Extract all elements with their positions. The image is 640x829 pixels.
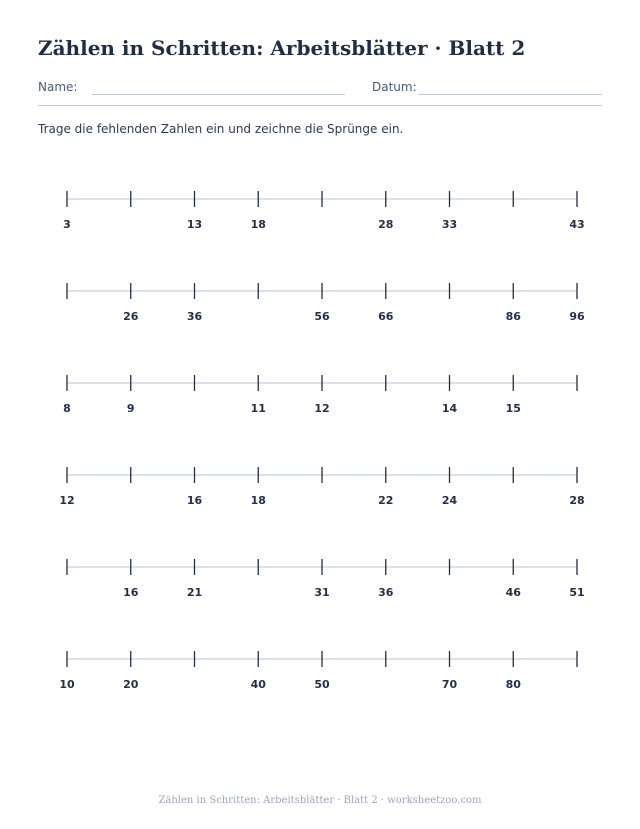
number-line-1: [63, 191, 584, 231]
tick-label: 12: [314, 402, 330, 415]
name-label: Name:: [38, 80, 78, 94]
tick-label: 86: [505, 310, 521, 323]
tick-label: 9: [126, 402, 135, 415]
tick-label: 28: [378, 218, 394, 231]
tick-label: 36: [378, 586, 394, 599]
tick-label: 33: [441, 218, 458, 231]
tick-label: 3: [63, 218, 71, 231]
tick-label: 13: [186, 218, 203, 231]
tick-label: 16: [123, 586, 139, 599]
number-line-6: [59, 651, 577, 691]
tick-label: 80: [505, 678, 521, 691]
tick-label: 10: [59, 678, 75, 691]
tick-label: 46: [505, 586, 521, 599]
tick-label: 43: [569, 218, 585, 231]
tick-label: 24: [441, 494, 458, 507]
tick-label: 16: [186, 494, 203, 507]
number-line-4: [59, 467, 584, 507]
tick-label: 18: [250, 494, 266, 507]
instruction-text: Trage die fehlenden Zahlen ein und zeichne die Sprünge ein.: [38, 122, 404, 136]
tick-label: 70: [441, 678, 458, 691]
tick-label: 50: [314, 678, 330, 691]
footer: Zählen in Schritten: Arbeitsblätter · Blatt 2 · worksheetzoo.com: [158, 795, 482, 806]
tick-label: 12: [59, 494, 75, 507]
tick-label: 28: [569, 494, 585, 507]
tick-label: 96: [569, 310, 585, 323]
tick-label: 22: [378, 494, 394, 507]
tick-label: 14: [441, 402, 458, 415]
page-title: Zählen in Schritten: Arbeitsblätter · Blatt 2: [38, 36, 526, 60]
tick-label: 66: [378, 310, 394, 323]
tick-label: 36: [186, 310, 203, 323]
tick-label: 56: [314, 310, 330, 323]
number-line-2: [67, 283, 585, 323]
tick-label: 18: [250, 218, 266, 231]
tick-label: 21: [186, 586, 203, 599]
tick-label: 8: [63, 402, 71, 415]
tick-label: 20: [123, 678, 139, 691]
tick-label: 40: [250, 678, 266, 691]
tick-label: 15: [505, 402, 521, 415]
tick-label: 31: [314, 586, 330, 599]
number-line-3: [63, 375, 577, 415]
tick-label: 26: [123, 310, 139, 323]
tick-label: 51: [569, 586, 585, 599]
date-label: Datum:: [372, 80, 417, 94]
number-line-5: [67, 559, 585, 599]
tick-label: 11: [250, 402, 266, 415]
